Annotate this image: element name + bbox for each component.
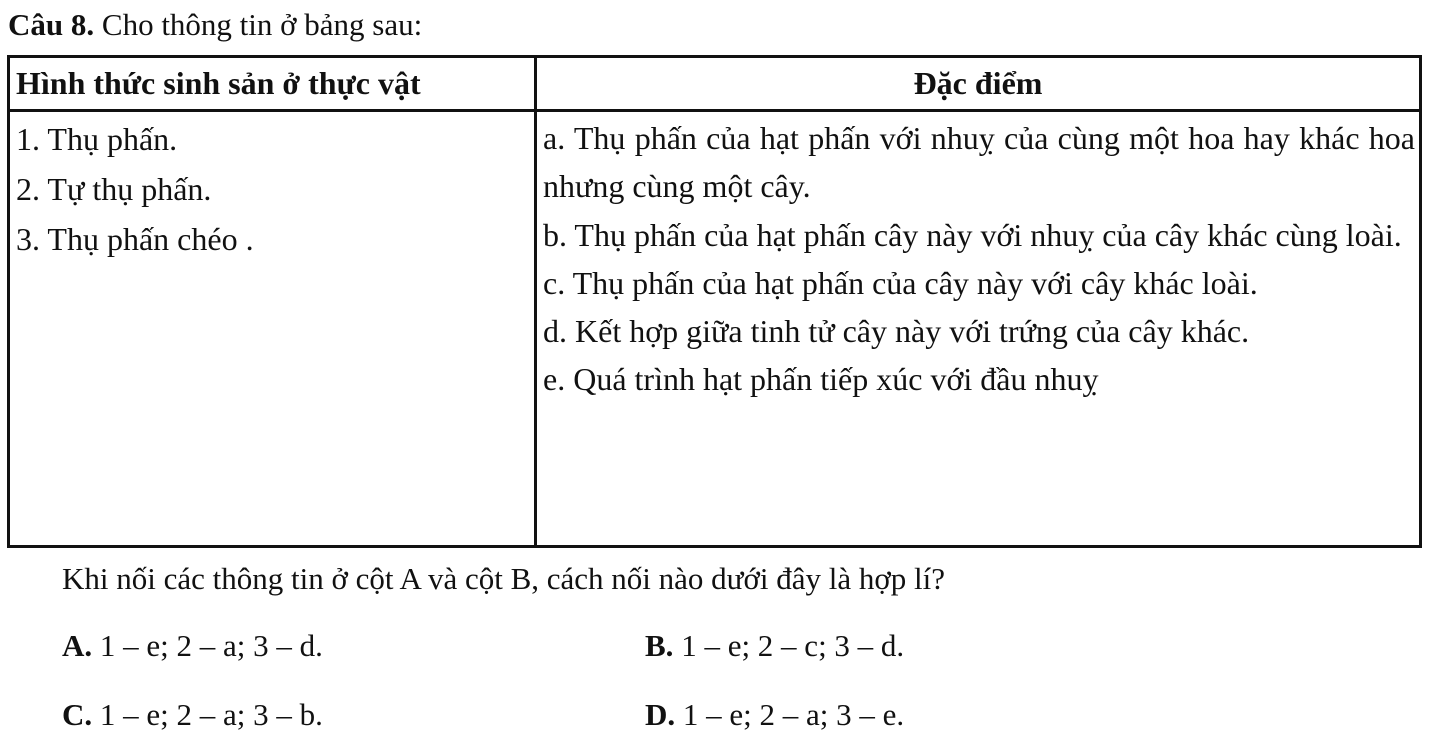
question-stem: Cho thông tin ở bảng sau: [101,7,423,42]
column-b [537,112,1419,545]
answer-text-d: 1 – e; 2 – a; 3 – e. [682,697,905,732]
answer-text-c: 1 – e; 2 – a; 3 – b. [99,697,323,732]
answer-text-b: 1 – e; 2 – c; 3 – d. [681,628,905,663]
answer-option-c[interactable] [62,695,323,735]
column-b-item-b: b. Thụ phấn của hạt phấn cây này với nhuỵ của cây khác cùng loài. [543,216,1402,253]
answer-option-b[interactable] [645,626,904,666]
answer-letter-d: D. [645,697,676,732]
question-title [8,6,422,44]
info-table [7,55,1422,548]
answer-letter-b: B. [645,628,674,663]
answer-option-d[interactable] [645,695,904,735]
column-b-item-e: e. Quá trình hạt phấn tiếp xúc với đầu nhuỵ [543,361,1099,398]
column-a-item-3: 3. Thụ phấn chéo . [16,221,254,257]
column-a-item-2: 2. Tự thụ phấn. [16,171,212,207]
column-a [10,112,537,545]
table-header-right: Đặc điểm [537,58,1419,112]
answer-text-a: 1 – e; 2 – a; 3 – d. [99,628,323,663]
table-header-left: Hình thức sinh sản ở thực vật [10,58,537,112]
question-prompt: Khi nối các thông tin ở cột A và cột B, cách nối nào dưới đây là hợp lí? [62,561,945,596]
answer-option-a[interactable] [62,626,323,666]
column-b-item-a: a. Thụ phấn của hạt phấn với nhuỵ của cùng một hoa hay khác hoa nhưng cùng một cây. [543,120,1415,205]
answer-letter-c: C. [62,697,93,732]
column-a-item-1: 1. Thụ phấn. [16,121,178,157]
answer-letter-a: A. [62,628,93,663]
column-b-item-d: d. Kết hợp giữa tinh tử cây này với trứng của cây khác. [543,313,1250,350]
question-number: Câu 8. [8,7,95,42]
column-b-item-c: c. Thụ phấn của hạt phấn của cây này với cây khác loài. [543,264,1258,301]
